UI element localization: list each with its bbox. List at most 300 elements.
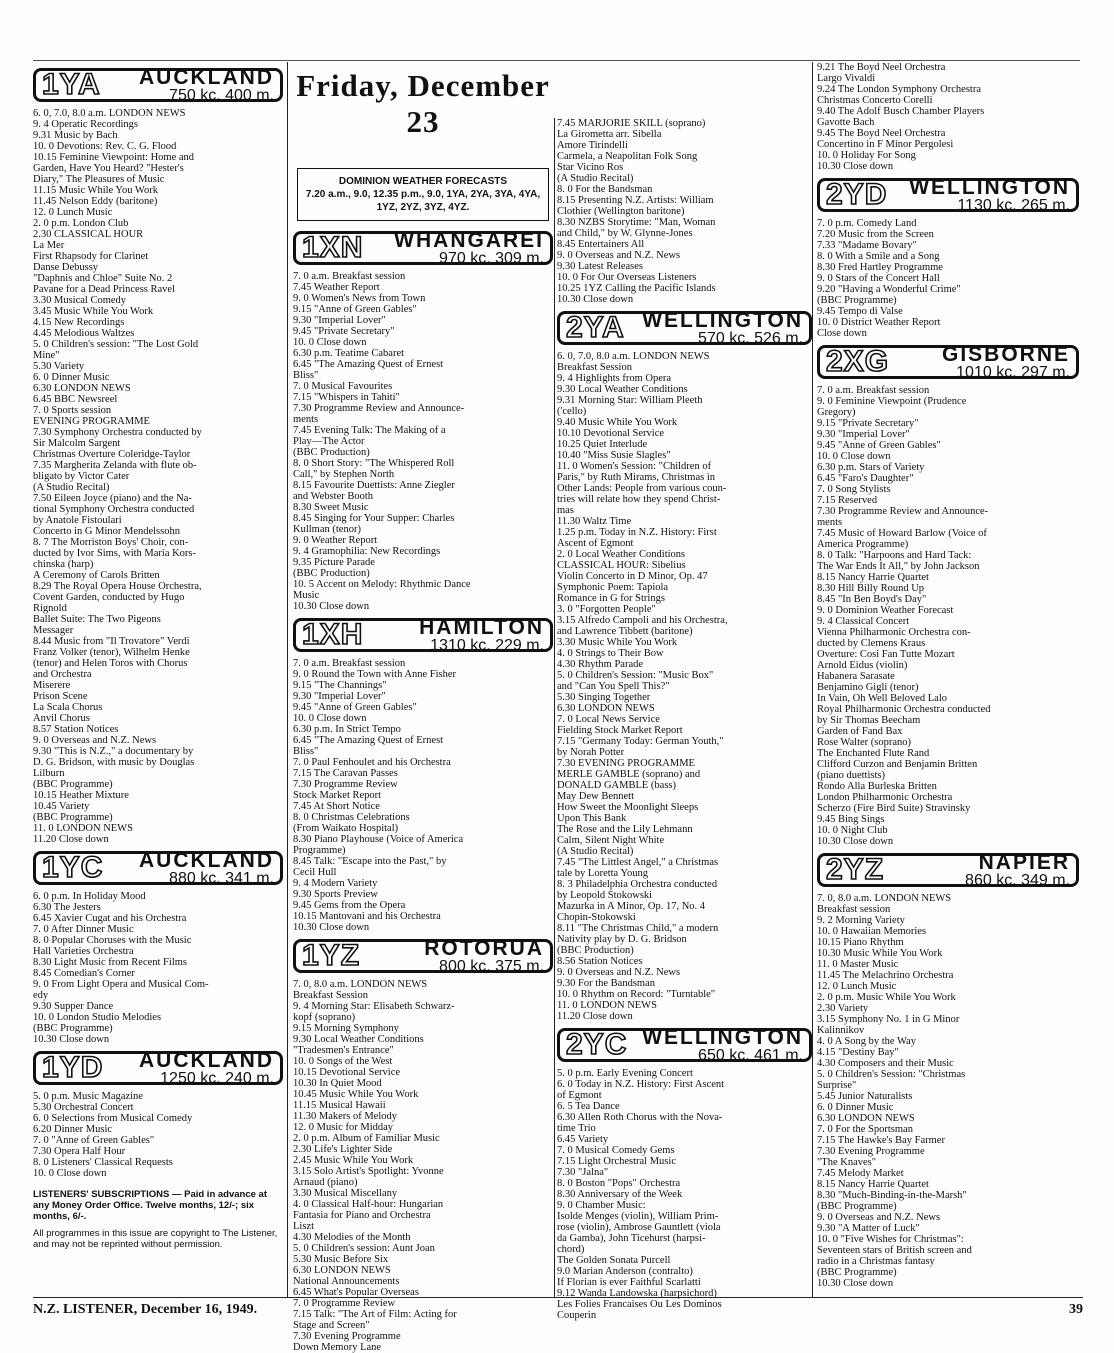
programme-entry: 1.25 p.m. Today in N.Z. History: First bbox=[557, 527, 717, 538]
station-2ya-header bbox=[557, 308, 812, 347]
programme-entry: 9.45 "Private Secretary" bbox=[293, 326, 395, 337]
programme-entry: 7.15 Light Orchestral Music bbox=[557, 1156, 676, 1167]
programme-entry: 9. 0 Feminine Viewpoint (Prudence bbox=[817, 396, 967, 407]
programme-entry: of Egmont bbox=[557, 1090, 602, 1101]
subscriptions-notice: LISTENERS' SUBSCRIPTIONS — Paid in advance at any Money Order Office. Twelve months, 12/-; six months, 6/-. bbox=[33, 1189, 268, 1222]
programme-entry: 6.45 Xavier Cugat and his Orchestra bbox=[33, 913, 187, 924]
station-call-sign: 1YZ bbox=[302, 939, 361, 972]
programme-entry: and Orchestra bbox=[33, 669, 92, 680]
station-frequency: 880 kc. 341 m. bbox=[169, 869, 274, 887]
programme-entry: (BBC Production) bbox=[557, 945, 634, 956]
programme-entry: Couperin bbox=[557, 1310, 597, 1321]
programme-entry: Symphonic Poem: Tapiola bbox=[557, 582, 669, 593]
programme-entry: 6.45 "Faro's Daughter" bbox=[817, 473, 914, 484]
station-city: WELLINGTON bbox=[642, 1025, 803, 1049]
programme-entry: and Webster Booth bbox=[293, 491, 374, 502]
station-frequency: 860 kc. 349 m. bbox=[965, 871, 1070, 889]
programme-entry: 3. 0 "Forgotten People" bbox=[557, 604, 656, 615]
programme-entry: Play—The Actor bbox=[293, 436, 365, 447]
programme-entry: ('cello) bbox=[557, 406, 587, 417]
programme-entry: 10.30 Close down bbox=[293, 601, 370, 612]
station-2yz-header bbox=[817, 850, 1079, 889]
programme-entry: 8.30 Light Music from Recent Films bbox=[33, 957, 187, 968]
programme-entry: Royal Philharmonic Orchestra conducted bbox=[817, 704, 991, 715]
programme-entry: 5. 0 Children's session: "The Lost Gold bbox=[33, 339, 199, 350]
programme-entry: 9.40 The Adolf Busch Chamber Players bbox=[817, 106, 985, 117]
station-frequency: 750 kc. 400 m. bbox=[169, 86, 274, 104]
programme-entry: 9. 0 Round the Town with Anne Fisher bbox=[293, 669, 456, 680]
programme-entry: MERLE GAMBLE (soprano) and bbox=[557, 769, 701, 780]
programme-entry: Covent Garden, conducted by Hugo bbox=[33, 592, 185, 603]
station-frequency: 1010 kc. 297 m. bbox=[956, 363, 1070, 381]
programme-entry: Chopin-Stokowski bbox=[557, 912, 636, 923]
programme-entry: America Programme) bbox=[817, 539, 909, 550]
programme-entry: tries will relate how they spend Christ- bbox=[557, 494, 721, 505]
station-city: AUCKLAND bbox=[139, 65, 274, 89]
programme-entry: 6.45 What's Popular Overseas bbox=[293, 1287, 419, 1298]
programme-entry: 7.15 The Caravan Passes bbox=[293, 768, 398, 779]
programme-entry: 6. 5 Tea Dance bbox=[557, 1101, 620, 1112]
weather-forecast-box bbox=[297, 168, 549, 221]
programme-entry: 7.15 Reserved bbox=[817, 495, 878, 506]
station-1yd-header bbox=[33, 1048, 283, 1087]
programme-entry: Fantasia for Piano and Orchestra bbox=[293, 1210, 431, 1221]
programme-entry: 9. 0 From Light Opera and Musical Com- bbox=[33, 979, 209, 990]
programme-entry: 9.45 The Boyd Neel Orchestra bbox=[817, 128, 946, 139]
programme-entry: (BBC Programme) bbox=[33, 779, 113, 790]
programme-entry: 6.45 "The Amazing Quest of Ernest bbox=[293, 359, 444, 370]
station-2yc-header bbox=[557, 1025, 812, 1064]
programme-entry: 5. 0 Children's session: Aunt Joan bbox=[293, 1243, 435, 1254]
programme-entry: 9. 0 Women's News from Town bbox=[293, 293, 426, 304]
copyright-notice: All programmes in this issue are copyright to The Listener, and may not be reprinted without permission. bbox=[33, 1228, 278, 1250]
programme-entry: (BBC Programme) bbox=[817, 1201, 897, 1212]
programme-entry: 4. 0 Classical Half-hour: Hungarian bbox=[293, 1199, 444, 1210]
programme-entry: 10. 0 For Our Overseas Listeners bbox=[557, 272, 697, 283]
programme-entry: Surprise" bbox=[817, 1080, 857, 1091]
programme-entry: 5. 0 p.m. Music Magazine bbox=[33, 1091, 143, 1102]
programme-entry: 7.45 Music of Howard Barlow (Voice of bbox=[817, 528, 987, 539]
programme-entry: 8.15 Nancy Harrie Quartet bbox=[817, 572, 929, 583]
programme-entry: 5. 0 p.m. Early Evening Concert bbox=[557, 1068, 693, 1079]
station-1xn-header bbox=[293, 228, 553, 267]
programme-entry: Gavotte Bach bbox=[817, 117, 875, 128]
programme-entry: 7. 0 a.m. Breakfast session bbox=[293, 271, 406, 282]
programme-entry: 10. 0 Hawaiian Memories bbox=[817, 926, 927, 937]
programme-entry: 6.30 The Jesters bbox=[33, 902, 101, 913]
programme-entry: 6.30 LONDON NEWS bbox=[293, 1265, 391, 1276]
programme-entry: Breakfast session bbox=[817, 904, 891, 915]
programme-entry: 6.30 Allen Roth Chorus with the Nova- bbox=[557, 1112, 723, 1123]
programme-list-2yc-continued bbox=[817, 62, 1079, 172]
programme-entry: Fielding Stock Market Report bbox=[557, 725, 683, 736]
programme-entry: 7.30 Evening Programme bbox=[293, 1331, 401, 1342]
programme-entry: 7.45 MARJORIE SKILL (soprano) bbox=[557, 118, 706, 129]
programme-entry: 7. 0 "Anne of Green Gables" bbox=[33, 1135, 155, 1146]
programme-entry: 6.45 Variety bbox=[557, 1134, 609, 1145]
programme-entry: 8. 0 Listeners' Classical Requests bbox=[33, 1157, 173, 1168]
programme-entry: 11.20 Close down bbox=[557, 1011, 633, 1022]
programme-entry: 3.45 Music While You Work bbox=[33, 306, 154, 317]
station-city: GISBORNE bbox=[941, 342, 1070, 366]
programme-entry: 7. 0 After Dinner Music bbox=[33, 924, 134, 935]
station-1ya-header bbox=[33, 65, 283, 104]
programme-entry: 8.30 Sweet Music bbox=[293, 502, 369, 513]
programme-entry: The Golden Sonata Purcell bbox=[557, 1255, 671, 1266]
station-frequency: 1310 kc. 229 m. bbox=[430, 636, 544, 654]
programme-entry: (BBC Programme) bbox=[33, 1023, 113, 1034]
programme-list-2yz bbox=[817, 893, 1079, 1289]
programme-entry: 2. 0 p.m. London Club bbox=[33, 218, 129, 229]
programme-entry: Garden, Have You Heard? "Hester's bbox=[33, 163, 184, 174]
programme-entry: Upon This Bank bbox=[557, 813, 627, 824]
programme-entry: Rose Walter (soprano) bbox=[817, 737, 912, 748]
programme-entry: 10.25 Quiet Interlude bbox=[557, 439, 648, 450]
programme-entry: In Vain, Oh Well Beloved Lalo bbox=[817, 693, 947, 704]
programme-entry: 9.30 "Imperial Lover" bbox=[293, 691, 386, 702]
programme-entry: 11. 0 LONDON NEWS bbox=[557, 1000, 657, 1011]
programme-entry: 8. 0 Boston "Pops" Orchestra bbox=[557, 1178, 681, 1189]
programme-entry: 5. 0 Children's Session: "Music Box" bbox=[557, 670, 714, 681]
programme-entry: Call," by Stephen North bbox=[293, 469, 395, 480]
programme-entry: 10.30 Close down bbox=[293, 922, 370, 933]
programme-entry: 7. 0, 8.0 a.m. LONDON NEWS bbox=[293, 979, 428, 990]
programme-entry: Benjamino Gigli (tenor) bbox=[817, 682, 919, 693]
programme-entry: 8. 0 For the Bandsman bbox=[557, 184, 653, 195]
programme-entry: Violin Concerto in D Minor, Op. 47 bbox=[557, 571, 708, 582]
programme-entry: 7.35 Margherita Zelanda with flute ob- bbox=[33, 460, 197, 471]
programme-entry: 2.45 Music While You Work bbox=[293, 1155, 414, 1166]
programme-entry: "Tradesmen's Entrance" bbox=[293, 1045, 394, 1056]
programme-entry: 10. 0 Songs of the West bbox=[293, 1056, 393, 1067]
programme-entry: Christmas Concerto Corelli bbox=[817, 95, 933, 106]
programme-entry: Down Memory Lane bbox=[293, 1342, 382, 1353]
programme-entry: 9.12 Wanda Landowska (harpsichord) bbox=[557, 1288, 717, 1299]
programme-entry: Rondo Alla Burleska Britten bbox=[817, 781, 937, 792]
programme-entry: 7.30 Programme Review bbox=[293, 779, 398, 790]
programme-entry: tional Symphony Orchestra conducted bbox=[33, 504, 195, 515]
programme-entry: Christmas Overture Coleridge-Taylor bbox=[33, 449, 191, 460]
programme-entry: 7.30 Evening Programme bbox=[817, 1146, 925, 1157]
programme-entry: 9.30 "Imperial Lover" bbox=[817, 429, 910, 440]
programme-entry: 11.30 Makers of Melody bbox=[293, 1111, 398, 1122]
programme-entry: 7.15 "Whispers in Tahiti" bbox=[293, 392, 400, 403]
programme-entry: 9.20 "Having a Wonderful Crime" bbox=[817, 284, 961, 295]
programme-entry: 10.15 Heather Mixture bbox=[33, 790, 129, 801]
programme-entry: 3.30 Musical Miscellany bbox=[293, 1188, 398, 1199]
programme-entry: EVENING PROGRAMME bbox=[33, 416, 150, 427]
programme-entry: 9. 0 Stars of the Concert Hall bbox=[817, 273, 940, 284]
programme-entry: 10.15 Devotional Service bbox=[293, 1067, 401, 1078]
programme-entry: (BBC Production) bbox=[293, 568, 370, 579]
programme-entry: 11.45 The Melachrino Orchestra bbox=[817, 970, 954, 981]
programme-entry: Sir Malcolm Sargent bbox=[33, 438, 121, 449]
programme-entry: 7.45 Melody Market bbox=[817, 1168, 904, 1179]
programme-entry: 8.56 Station Notices bbox=[557, 956, 643, 967]
programme-entry: 10.30 Close down bbox=[33, 1034, 110, 1045]
programme-entry: (BBC Production) bbox=[293, 447, 370, 458]
programme-entry: If Florian is ever Faithful Scarlatti bbox=[557, 1277, 701, 1288]
programme-entry: 9. 4 Modern Variety bbox=[293, 878, 378, 889]
programme-entry: 10. 0 Close down bbox=[293, 713, 367, 724]
programme-entry: 4.30 Rhythm Parade bbox=[557, 659, 644, 670]
programme-entry: 5.30 Orchestral Concert bbox=[33, 1102, 134, 1113]
programme-entry: 8.45 "In Ben Boyd's Day" bbox=[817, 594, 927, 605]
programme-entry: Stock Market Report bbox=[293, 790, 382, 801]
programme-entry: 9.31 Music by Bach bbox=[33, 130, 118, 141]
programme-entry: 7. 0 p.m. Comedy Land bbox=[817, 218, 917, 229]
programme-entry: 7.20 Music from the Screen bbox=[817, 229, 934, 240]
programme-entry: Miserere bbox=[33, 680, 71, 691]
programme-entry: and "Can You Spell This?" bbox=[557, 681, 670, 692]
programme-entry: 10.30 Close down bbox=[817, 161, 894, 172]
programme-entry: 9.35 Picture Parade bbox=[293, 557, 375, 568]
station-city: WHANGAREI bbox=[394, 228, 544, 252]
programme-entry: 6.45 BBC Newsreel bbox=[33, 394, 118, 405]
programme-entry: Arnaud (piano) bbox=[293, 1177, 358, 1188]
station-call-sign: 1YA bbox=[42, 68, 101, 101]
programme-entry: 12. 0 Lunch Music bbox=[817, 981, 897, 992]
programme-entry: 11.30 Waltz Time bbox=[557, 516, 632, 527]
programme-entry: Breakfast Session bbox=[557, 362, 632, 373]
programme-entry: The Rose and the Lily Lehmann bbox=[557, 824, 693, 835]
station-call-sign: 2XG bbox=[826, 345, 890, 378]
programme-entry: Ballet Suite: The Two Pigeons bbox=[33, 614, 161, 625]
programme-list-2ya bbox=[557, 351, 812, 1022]
programme-entry: 6.30 LONDON NEWS bbox=[817, 1113, 915, 1124]
programme-entry: 2.30 CLASSICAL HOUR bbox=[33, 229, 144, 240]
programme-entry: 10.30 Close down bbox=[817, 836, 894, 847]
programme-entry: 10. 0 Holiday For Song bbox=[817, 150, 916, 161]
column-divider bbox=[554, 118, 555, 1297]
programme-entry: mas bbox=[557, 505, 574, 516]
programme-list-1yd bbox=[33, 1091, 283, 1179]
programme-entry: 9.40 Music While You Work bbox=[557, 417, 678, 428]
programme-entry: 6. 0 Today in N.Z. History: First Ascent bbox=[557, 1079, 725, 1090]
programme-entry: 9.30 "Imperial Lover" bbox=[293, 315, 386, 326]
programme-entry: 9.30 Supper Dance bbox=[33, 1001, 114, 1012]
programme-entry: 9.45 Gems from the Opera bbox=[293, 900, 406, 911]
programme-entry: 4.15 "Destiny Bay" bbox=[817, 1047, 899, 1058]
station-1xh-header bbox=[293, 615, 553, 654]
programme-entry: 10.30 Music While You Work bbox=[817, 948, 943, 959]
programme-entry: 3.30 Music While You Work bbox=[557, 637, 678, 648]
programme-entry: 11. 0 Master Music bbox=[817, 959, 899, 970]
station-frequency: 650 kc. 461 m. bbox=[698, 1046, 803, 1064]
programme-entry: by Norah Potter bbox=[557, 747, 625, 758]
programme-entry: 7.50 Eileen Joyce (piano) and the Na- bbox=[33, 493, 192, 504]
programme-entry: National Announcements bbox=[293, 1276, 400, 1287]
programme-entry: 8.30 "Much-Binding-in-the-Marsh" bbox=[817, 1190, 967, 1201]
programme-entry: 9.21 The Boyd Neel Orchestra bbox=[817, 62, 946, 73]
programme-entry: (A Studio Recital) bbox=[557, 846, 634, 857]
programme-entry: 10. 0 Rhythm on Record: "Turntable" bbox=[557, 989, 716, 1000]
programme-entry: 9. 0 Overseas and N.Z. News bbox=[557, 967, 681, 978]
programme-entry: 6.30 p.m. Stars of Variety bbox=[817, 462, 925, 473]
programme-entry: by Anatole Fistoulari bbox=[33, 515, 122, 526]
programme-entry: Other Lands: People from various coun- bbox=[557, 483, 727, 494]
programme-entry: 4.45 Melodious Waltzes bbox=[33, 328, 135, 339]
programme-entry: A Ceremony of Carols Britten bbox=[33, 570, 160, 581]
programme-entry: "Daphnis and Chloe" Suite No. 2 bbox=[33, 273, 173, 284]
programme-entry: 9. 4 Classical Concert bbox=[817, 616, 910, 627]
programme-entry: Carmela, a Neapolitan Folk Song bbox=[557, 151, 698, 162]
programme-entry: 6.20 Dinner Music bbox=[33, 1124, 113, 1135]
programme-entry: 8.30 Fred Hartley Programme bbox=[817, 262, 943, 273]
programme-entry: tale by Loretta Young bbox=[557, 868, 648, 879]
programme-entry: 7.45 "The Littlest Angel," a Christmas bbox=[557, 857, 719, 868]
programme-entry: 6.30 LONDON NEWS bbox=[557, 703, 655, 714]
programme-entry: 7.33 "Madame Bovary" bbox=[817, 240, 917, 251]
programme-entry: 7. 0 Paul Fenhoulet and his Orchestra bbox=[293, 757, 451, 768]
programme-entry: 10. 5 Accent on Melody: Rhythmic Dance bbox=[293, 579, 471, 590]
programme-entry: Star Vicino Ros bbox=[557, 162, 624, 173]
weather-forecast-title: DOMINION WEATHER FORECASTS bbox=[338, 176, 508, 187]
programme-entry: 9.30 Local Weather Conditions bbox=[293, 1034, 424, 1045]
programme-entry: 10. 0 Night Club bbox=[817, 825, 888, 836]
station-frequency: 800 kc. 375 m. bbox=[439, 957, 544, 975]
programme-entry: Gregory) bbox=[817, 407, 856, 418]
station-call-sign: 1YC bbox=[42, 851, 104, 884]
programme-entry: 8.45 Talk: "Escape into the Past," by bbox=[293, 856, 447, 867]
station-call-sign: 2YZ bbox=[826, 853, 885, 886]
programme-entry: 3.15 Solo Artist's Spotlight: Yvonne bbox=[293, 1166, 444, 1177]
programme-entry: 9. 4 Operatic Recordings bbox=[33, 119, 138, 130]
programme-entry: Danse Debussy bbox=[33, 262, 99, 273]
weather-forecast-times: 7.20 a.m., 9.0, 12.35 p.m., 9.0, 1YA, 2YA, 3YA, 4YA, 1YZ, 2YZ, 3YZ, 4YZ. bbox=[305, 189, 541, 213]
programme-entry: 9. 4 Morning Star: Elisabeth Schwarz- bbox=[293, 1001, 455, 1012]
programme-entry: 7.15 Talk: "The Art of Film: Acting for bbox=[293, 1309, 457, 1320]
programme-entry: 10. 0 District Weather Report bbox=[817, 317, 941, 328]
programme-entry: and Child," by W. Glynne-Jones bbox=[557, 228, 693, 239]
station-city: HAMILTON bbox=[419, 615, 544, 639]
programme-entry: Anvil Chorus bbox=[33, 713, 90, 724]
programme-entry: 10.25 1YZ Calling the Pacific Islands bbox=[557, 283, 716, 294]
programme-entry: 8.45 Singing for Your Supper: Charles bbox=[293, 513, 455, 524]
station-2xg-header bbox=[817, 342, 1079, 381]
programme-entry: and Lawrence Tibbett (baritone) bbox=[557, 626, 693, 637]
programme-entry: Calm, Silent Night White bbox=[557, 835, 665, 846]
programme-entry: 11.20 Close down bbox=[33, 834, 109, 845]
station-call-sign: 2YD bbox=[826, 178, 888, 211]
programme-entry: La Girometta arr. Sibella bbox=[557, 129, 662, 140]
programme-entry: 8.45 Entertainers All bbox=[557, 239, 645, 250]
programme-entry: DONALD GAMBLE (bass) bbox=[557, 780, 676, 791]
programme-entry: 8.29 The Royal Opera House Orchestra, bbox=[33, 581, 202, 592]
programme-entry: Music bbox=[293, 590, 320, 601]
programme-entry: 7.30 Opera Half Hour bbox=[33, 1146, 126, 1157]
programme-entry: 9.15 "Anne of Green Gables" bbox=[293, 304, 417, 315]
programme-entry: 7. 0 Programme Review bbox=[293, 1298, 396, 1309]
programme-entry: 9. 2 Morning Variety bbox=[817, 915, 905, 926]
programme-entry: 7. 0 Musical Comedy Gems bbox=[557, 1145, 675, 1156]
programme-entry: 8.11 "The Christmas Child," a modern bbox=[557, 923, 719, 934]
programme-entry: 7. 0 a.m. Breakfast session bbox=[817, 385, 930, 396]
programme-entry: 8.44 Music from "Il Trovatore" Verdi bbox=[33, 636, 190, 647]
programme-entry: Kalinnikov bbox=[817, 1025, 865, 1036]
programme-entry: Seventeen stars of British screen and bbox=[817, 1245, 972, 1256]
programme-entry: 7.45 Weather Report bbox=[293, 282, 380, 293]
programme-entry: 4.15 New Recordings bbox=[33, 317, 125, 328]
programme-entry: 7. 0 Musical Favourites bbox=[293, 381, 393, 392]
programme-entry: 9.30 "This is N.Z.," a documentary by bbox=[33, 746, 194, 757]
programme-entry: 9.45 "Anne of Green Gables" bbox=[817, 440, 941, 451]
programme-entry: 9. 4 Gramophilia: New Recordings bbox=[293, 546, 441, 557]
programme-entry: Franz Volker (tenor), Wilhelm Henke bbox=[33, 647, 190, 658]
programme-entry: 8. 3 Philadelphia Orchestra conducted bbox=[557, 879, 718, 890]
programme-entry: 2. 0 Local Weather Conditions bbox=[557, 549, 686, 560]
programme-entry: 8. 0 Christmas Celebrations bbox=[293, 812, 410, 823]
programme-entry: (tenor) and Helen Toros with Chorus bbox=[33, 658, 188, 669]
programme-entry: 8. 0 Short Story: "The Whispered Roll bbox=[293, 458, 455, 469]
programme-entry: 9.30 Latest Releases bbox=[557, 261, 644, 272]
programme-entry: 11. 0 LONDON NEWS bbox=[33, 823, 133, 834]
programme-entry: 8.57 Station Notices bbox=[33, 724, 119, 735]
programme-entry: Cecil Hull bbox=[293, 867, 337, 878]
programme-entry: La Mer bbox=[33, 240, 65, 251]
programme-entry: 9.15 Morning Symphony bbox=[293, 1023, 399, 1034]
station-city: NAPIER bbox=[978, 850, 1070, 874]
programme-entry: Bliss" bbox=[293, 370, 319, 381]
programme-entry: 11.15 Musical Hawaii bbox=[293, 1100, 386, 1111]
programme-entry: Vienna Philharmonic Orchestra con- bbox=[817, 627, 971, 638]
programme-entry: 11. 0 Women's Session: "Children of bbox=[557, 461, 712, 472]
programme-entry: 8.30 NZBS Storytime: "Man, Woman bbox=[557, 217, 716, 228]
programme-entry: 9.45 "Anne of Green Gables" bbox=[293, 702, 417, 713]
programme-entry: 6. 0, 7.0, 8.0 a.m. LONDON NEWS bbox=[33, 108, 186, 119]
programme-entry: 7. 0 Sports session bbox=[33, 405, 112, 416]
page-footer bbox=[33, 1297, 1083, 1318]
programme-entry: 8.15 Nancy Harrie Quartet bbox=[817, 1179, 929, 1190]
programme-entry: 9.45 Bing Sings bbox=[817, 814, 885, 825]
programme-entry: 3.30 Musical Comedy bbox=[33, 295, 127, 306]
programme-entry: 9.45 Tempo di Valse bbox=[817, 306, 903, 317]
programme-entry: Overture: Cosi Fan Tutte Mozart bbox=[817, 649, 955, 660]
programme-list-2yd bbox=[817, 218, 1079, 339]
programme-entry: 8.30 Piano Playhouse (Voice of America bbox=[293, 834, 464, 845]
programme-entry: 9.24 The London Symphony Orchestra bbox=[817, 84, 981, 95]
station-frequency: 970 kc. 309 m. bbox=[439, 249, 544, 267]
programme-entry: 8.15 Presenting N.Z. Artists: William bbox=[557, 195, 714, 206]
programme-list-2xg bbox=[817, 385, 1079, 847]
programme-entry: 6. 0 Selections from Musical Comedy bbox=[33, 1113, 193, 1124]
programme-entry: 9. 4 Highlights from Opera bbox=[557, 373, 672, 384]
programme-list-1yz-continued bbox=[557, 118, 812, 305]
programme-entry: Close down bbox=[817, 328, 867, 339]
programme-entry: Scherzo (Fire Bird Suite) Stravinsky bbox=[817, 803, 971, 814]
programme-entry: 9. 0 Overseas and N.Z. News bbox=[33, 735, 157, 746]
programme-entry: 10.30 In Quiet Mood bbox=[293, 1078, 382, 1089]
programme-entry: bligato by Victor Cater bbox=[33, 471, 130, 482]
programme-entry: 8. 0 Popular Choruses with the Music bbox=[33, 935, 192, 946]
programme-entry: 9.30 For the Bandsman bbox=[557, 978, 655, 989]
programme-entry: 3.15 Symphony No. 1 in G Minor bbox=[817, 1014, 960, 1025]
station-1yc-header bbox=[33, 848, 283, 887]
programme-entry: 7.15 The Hawke's Bay Farmer bbox=[817, 1135, 945, 1146]
programme-entry: 5.30 Music Before Six bbox=[293, 1254, 389, 1265]
programme-entry: 10.40 "Miss Susie Slagles" bbox=[557, 450, 671, 461]
programme-entry: 9.30 "A Matter of Luck" bbox=[817, 1223, 920, 1234]
programme-entry: 9. 0 Overseas and N.Z. News bbox=[817, 1212, 941, 1223]
programme-entry: D. G. Bridson, with music by Douglas bbox=[33, 757, 195, 768]
programme-entry: 10.45 Variety bbox=[33, 801, 90, 812]
station-call-sign: 1XN bbox=[302, 231, 364, 264]
programme-entry: 3.15 Alfredo Campoli and his Orchestra, bbox=[557, 615, 728, 626]
programme-entry: 7. 0 For the Sportsman bbox=[817, 1124, 913, 1135]
programme-list-1xh bbox=[293, 658, 553, 933]
programme-entry: 10.15 Feminine Viewpoint: Home and bbox=[33, 152, 195, 163]
column-divider bbox=[287, 62, 288, 1297]
